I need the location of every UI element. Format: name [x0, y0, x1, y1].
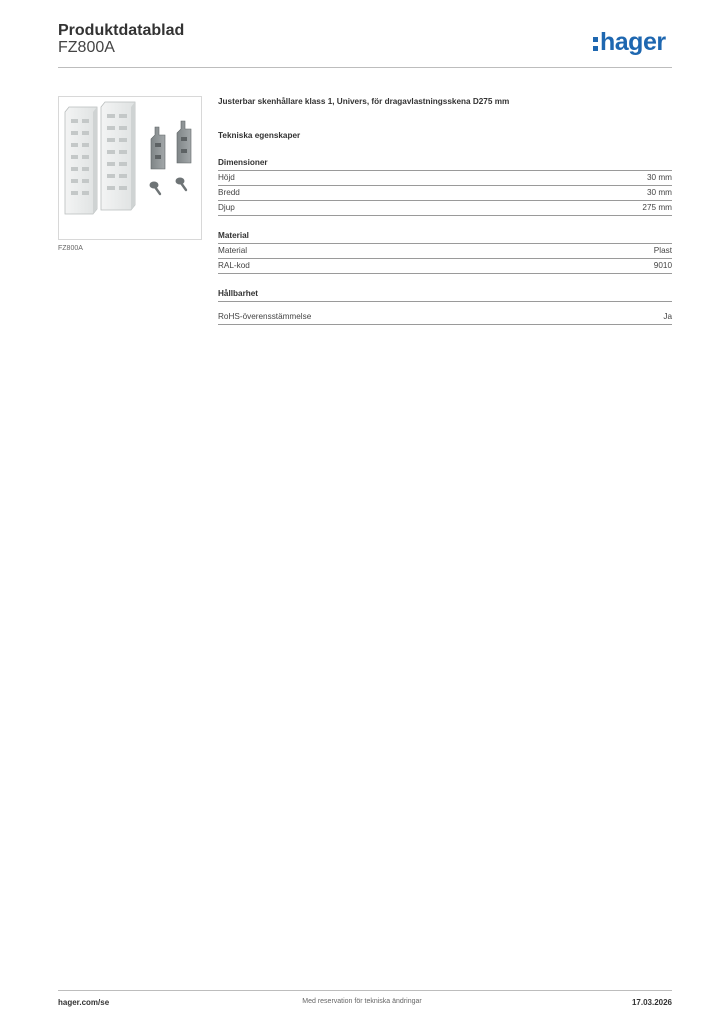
table-row: [218, 186, 672, 201]
row-value: 30 mm: [646, 188, 672, 197]
logo-colon-icon: [593, 37, 598, 51]
table-row: [218, 244, 672, 259]
product-image: [58, 96, 202, 240]
section-title-dimensions: Dimensioner: [218, 157, 672, 171]
row-label: RAL-kod: [218, 261, 250, 270]
row-label: Djup: [218, 203, 235, 212]
row-value: Plast: [653, 246, 672, 255]
page-title: Produktdatablad: [58, 22, 185, 39]
hager-logo: [593, 28, 666, 56]
row-value: 30 mm: [646, 173, 672, 182]
table-row: [218, 310, 672, 325]
table-row: [218, 171, 672, 186]
section-title-material: Material: [218, 230, 672, 244]
row-value: 275 mm: [642, 203, 672, 212]
image-caption: FZ800A: [58, 245, 83, 252]
section-title-durability: Hållbarhet: [218, 288, 672, 302]
rail-holder-illustration: [59, 97, 201, 239]
footer-disclaimer: Med reservation för tekniska ändringar: [302, 998, 422, 1005]
technical-properties-heading: Tekniska egenskaper: [218, 131, 301, 140]
product-code: FZ800A: [58, 39, 115, 56]
product-details: [218, 96, 672, 325]
row-label: RoHS-överensstämmelse: [218, 312, 312, 321]
footer-date: 17.03.2026: [631, 998, 672, 1007]
row-value: Ja: [663, 312, 672, 321]
table-row: [218, 201, 672, 216]
row-label: Bredd: [218, 188, 240, 197]
product-description: Justerbar skenhållare klass 1, Univers, för dragavlastningsskena D275 mm: [218, 97, 510, 106]
row-label: Höjd: [218, 173, 235, 182]
row-value: 9010: [653, 261, 672, 270]
header-divider: [58, 67, 672, 68]
footer-website-link[interactable]: hager.com/se: [58, 998, 110, 1007]
table-row: [218, 259, 672, 274]
footer-divider: [58, 990, 672, 991]
row-label: Material: [218, 246, 248, 255]
logo-text: hager: [600, 28, 666, 56]
